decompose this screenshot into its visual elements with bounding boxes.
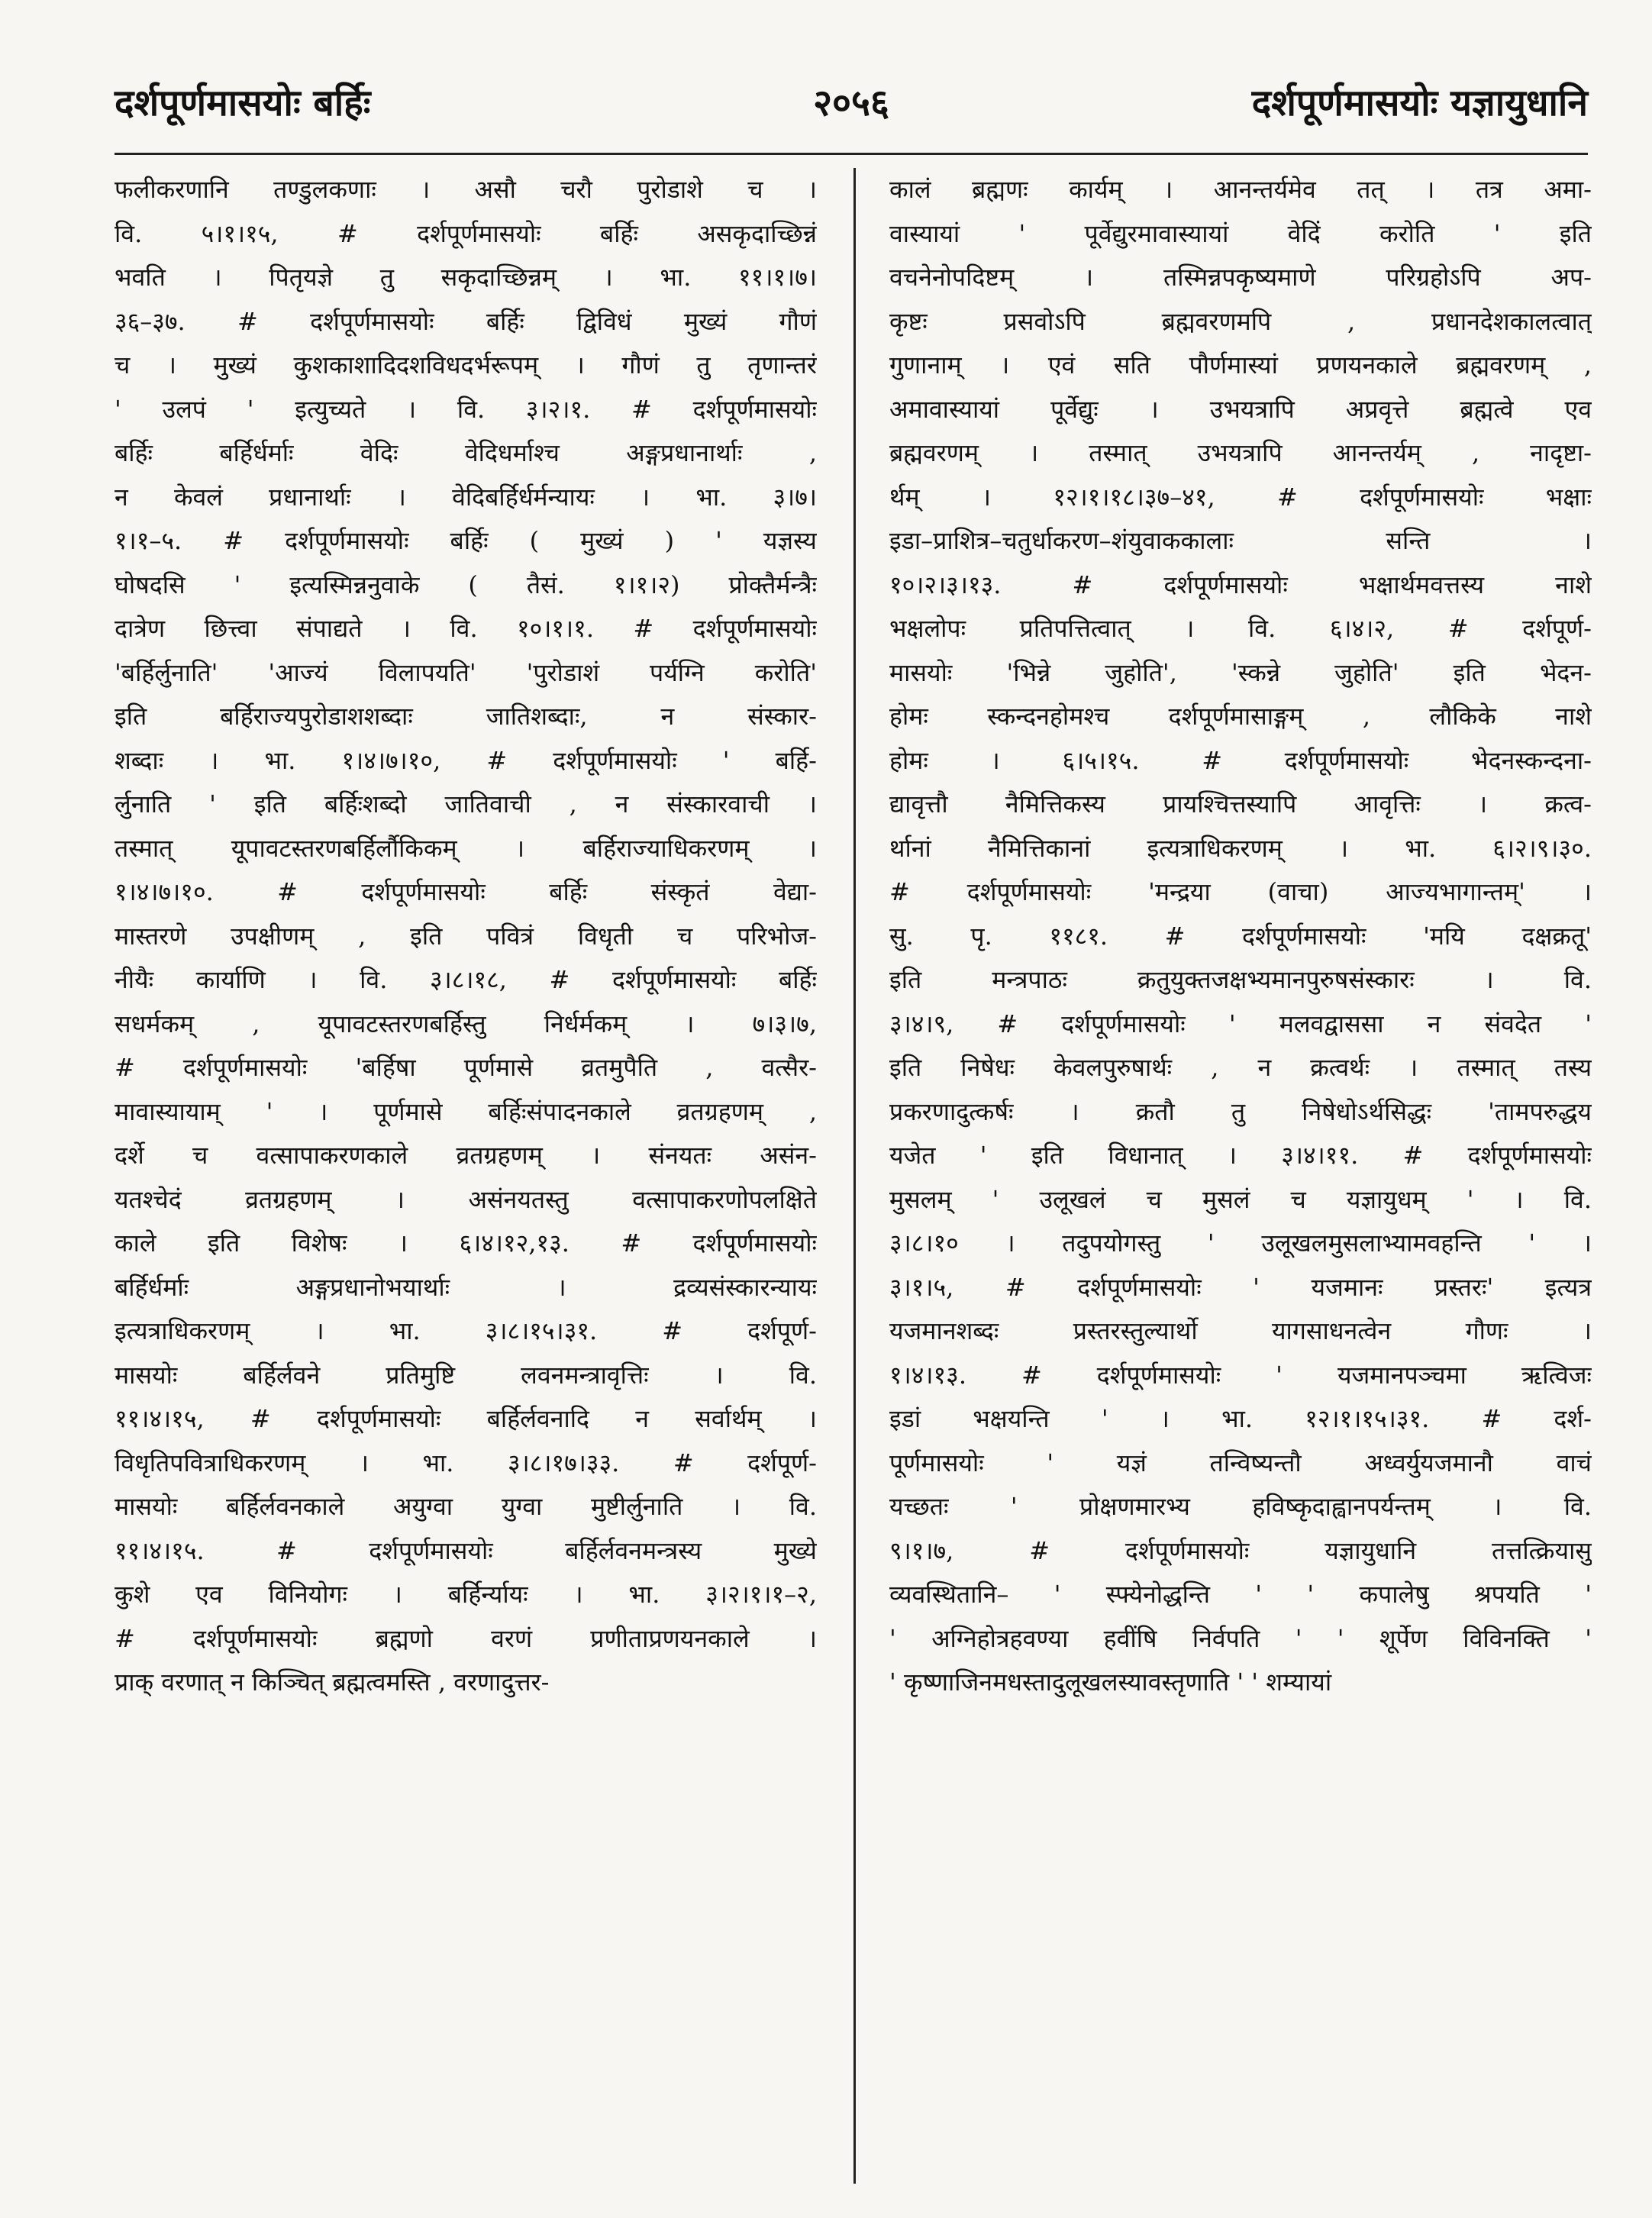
text-line: वचनेनोपदिष्टम् । तस्मिन्नपकृष्यमाणे परिग्रहोऽपि अप-: [889, 263, 1592, 292]
text-line: बर्हिः बर्हिर्धर्माः वेदिः वेदिधर्माश्च अङ्गप्रधानार्थाः ,: [115, 438, 817, 467]
text-line: र्थानां नैमित्तिकानां इत्यत्राधिकरणम् । भा. ६।२।९।३०.: [889, 833, 1592, 863]
right-column: [889, 168, 1592, 2184]
text-line: १।१–५. # दर्शपूर्णमासयोः बर्हिः ( मुख्यं ) ' यज्ञस्य: [115, 526, 817, 555]
text-line: यच्छतः ' प्रोक्षणमारभ्य हविष्कृदाह्वानपर्यन्तम् । वि.: [889, 1492, 1592, 1521]
text-line: ३६–३७. # दर्शपूर्णमासयोः बर्हिः द्विविधं मुख्यं गौणं: [115, 306, 817, 336]
text-line: होमः स्कन्दनहोमश्च दर्शपूर्णमासाङ्गम् , लौकिके नाशे: [889, 702, 1592, 731]
text-line: ' उलपं ' इत्युच्यते । वि. ३।२।१. # दर्शपूर्णमासयोः: [115, 394, 817, 424]
text-line: 'बर्हिर्लुनाति' 'आज्यं विलापयति' 'पुरोडाशं पर्यग्नि करोति': [115, 657, 817, 687]
text-line: ब्रह्मवरणम् । तस्मात् उभयत्रापि आनन्तर्यम् , नादृष्टा-: [889, 438, 1592, 467]
text-line: इडां भक्षयन्ति ' । भा. १२।१।१५।३१. # दर्श-: [889, 1404, 1592, 1433]
text-line: घोषदसि ' इत्यस्मिन्ननुवाके ( तैसं. १।१।२) प्रोक्तैर्मन्त्रैः: [115, 570, 817, 599]
text-line: च । मुख्यं कुशकाशादिदशविधदर्भरूपम् । गौणं तु तृणान्तरं: [115, 350, 817, 379]
text-line: १।४।१३. # दर्शपूर्णमासयोः ' यजमानपञ्चमा ऋत्विजः: [889, 1360, 1592, 1390]
text-line: यजमानशब्दः प्रस्तरस्तुल्यार्थो यागसाधनत्वेन गौणः ।: [889, 1316, 1592, 1345]
text-line: प्रकरणादुत्कर्षः । क्रतौ तु निषेधोऽर्थसिद्धः 'तामपरुद्धय: [889, 1096, 1592, 1126]
text-line: शब्दाः । भा. १।४।७।१०, # दर्शपूर्णमासयोः ' बर्हि-: [115, 745, 817, 775]
text-line: नीयैः कार्याणि । वि. ३।८।१८, # दर्शपूर्णमासयोः बर्हिः: [115, 965, 817, 994]
text-line: दात्रेण छित्त्वा संपाद्यते । वि. १०।१।१. # दर्शपूर्णमासयोः: [115, 614, 817, 643]
text-line: ' कृष्णाजिनमधस्तादुलूखलस्यावस्तृणाति ' ' शम्यायां: [889, 1668, 1332, 1697]
text-line: वास्यायां ' पूर्वेद्युरमावास्यायां वेदिं करोति ' इति: [889, 218, 1592, 248]
text-line: र्लुनाति ' इति बर्हिःशब्दो जातिवाची , न संस्कारवाची ।: [115, 789, 817, 818]
text-line: यजेत ' इति विधानात् । ३।४।११. # दर्शपूर्णमासयोः: [889, 1141, 1592, 1170]
text-line: फलीकरणानि तण्डुलकणाः । असौ चरौ पुरोडाशे च ।: [115, 175, 817, 204]
text-line: ९।१।७, # दर्शपूर्णमासयोः यज्ञायुधानि तत्तत्क्रियासु: [889, 1535, 1592, 1565]
text-line: # दर्शपूर्णमासयोः ब्रह्मणो वरणं प्रणीताप्रणयनकाले ।: [115, 1623, 817, 1653]
text-line: होमः । ६।५।१५. # दर्शपूर्णमासयोः भेदनस्कन्दना-: [889, 745, 1592, 775]
text-line: मास्तरणे उपक्षीणम् , इति पवित्रं विधृती च परिभोज-: [115, 921, 817, 951]
text-line: मुसलम् ' उलूखलं च मुसलं च यज्ञायुधम् ' । वि.: [889, 1184, 1592, 1214]
text-line: इति बर्हिराज्यपुरोडाशशब्दाः जातिशब्दाः, न संस्कार-: [115, 702, 817, 731]
text-line: ' अग्निहोत्रहवण्या हवींषि निर्वपति ' ' शूर्पेण विविनक्ति ': [889, 1623, 1592, 1653]
text-line: द्यावृत्तौ नैमित्तिकस्य प्रायश्चित्तस्यापि आवृत्तिः । क्रत्व-: [889, 789, 1592, 818]
text-line: इति मन्त्रपाठः क्रतुयुक्तजक्षभ्यमानपुरुषसंस्कारः । वि.: [889, 965, 1592, 994]
text-line: तस्मात् यूपावटस्तरणबर्हिर्लौकिकम् । बर्हिराज्याधिकरणम् ।: [115, 833, 817, 863]
text-line: १।४।७।१०. # दर्शपूर्णमासयोः बर्हिः संस्कृतं वेद्या-: [115, 877, 817, 906]
text-line: ३।१।५, # दर्शपूर्णमासयोः ' यजमानः प्रस्तरः' इत्यत्र: [889, 1272, 1592, 1302]
text-line: कालं ब्रह्मणः कार्यम् । आनन्तर्यमेव तत् । तत्र अमा-: [889, 175, 1592, 204]
text-line: इत्यत्राधिकरणम् । भा. ३।८।१५।३१. # दर्शपूर्ण-: [115, 1316, 817, 1345]
text-line: प्राक् वरणात् न किञ्चित् ब्रह्मत्वमस्ति , वरणादुत्तर-: [115, 1668, 550, 1697]
text-line: इडा–प्राशित्र–चतुर्धाकरण–शंयुवाककालाः सन्ति ।: [889, 526, 1592, 555]
text-line: भवति । पितृयज्ञे तु सकृदाच्छिन्नम् । भा. ११।१।७।: [115, 263, 817, 292]
text-line: यतश्चेदं व्रतग्रहणम् । असंनयतस्तु वत्सापाकरणोपलक्षिते: [115, 1184, 817, 1214]
text-line: ११।४।१५. # दर्शपूर्णमासयोः बर्हिर्लवनमन्त्रस्य मुख्ये: [115, 1535, 817, 1565]
text-line: मासयोः 'भिन्ने जुहोति', 'स्कन्ने जुहोति' इति भेदन-: [889, 657, 1592, 687]
text-line: कुशे एव विनियोगः । बर्हिर्न्यायः । भा. ३।२।१।१–२,: [115, 1580, 817, 1609]
text-line: १०।२।३।१३. # दर्शपूर्णमासयोः भक्षार्थमवत्तस्य नाशे: [889, 570, 1592, 599]
text-line: ११।४।१५, # दर्शपूर्णमासयोः बर्हिर्लवनादि न सर्वार्थम् ।: [115, 1404, 817, 1433]
column-divider: [853, 168, 856, 2184]
text-line: र्थम् । १२।१।१८।३७–४१, # दर्शपूर्णमासयोः भक्षाः: [889, 482, 1592, 512]
text-line: भक्षलोपः प्रतिपत्तित्वात् । वि. ६।४।२, # दर्शपूर्ण-: [889, 614, 1592, 643]
text-line: ३।४।९, # दर्शपूर्णमासयोः ' मलवद्वाससा न संवदेत ': [889, 1009, 1592, 1038]
page-number: २०५६: [813, 82, 889, 124]
header-rule: [115, 153, 1588, 155]
text-line: व्यवस्थितानि– ' स्फ्येनोद्धन्ति ' ' कपालेषु श्रपयति ': [889, 1580, 1592, 1609]
text-line: विधृतिपवित्राधिकरणम् । भा. ३।८।१७।३३. # दर्शपूर्ण-: [115, 1448, 817, 1477]
text-line: मासयोः बर्हिर्लवने प्रतिमुष्टि लवनमन्त्रावृत्तिः । वि.: [115, 1360, 817, 1390]
text-line: पूर्णमासयोः ' यज्ञं तन्विष्यन्तौ अध्वर्युयजमानौ वाचं: [889, 1448, 1592, 1477]
text-line: # दर्शपूर्णमासयोः 'मन्द्रया (वाचा) आज्यभागान्तम्' ।: [889, 877, 1592, 906]
text-line: कृष्टः प्रसवोऽपि ब्रह्मवरणमपि , प्रधानदेशकालत्वात्: [889, 306, 1592, 336]
header-right-title: दर्शपूर्णमासयोः यज्ञायुधानि: [1251, 82, 1588, 124]
header-left-title: दर्शपूर्णमासयोः बर्हिः: [115, 82, 371, 124]
text-line: सु. पृ. ११८१. # दर्शपूर्णमासयोः 'मयि दक्षक्रतू': [889, 921, 1592, 951]
left-column: [115, 168, 817, 2184]
text-line: दर्शे च वत्सापाकरणकाले व्रतग्रहणम् । संनयतः असंन-: [115, 1141, 817, 1170]
text-line: न केवलं प्रधानार्थाः । वेदिबर्हिर्धर्मन्यायः । भा. ३।७।: [115, 482, 817, 512]
text-line: सधर्मकम् , यूपावटस्तरणबर्हिस्तु निर्धर्मकम् । ७।३।७,: [115, 1009, 817, 1038]
text-line: बर्हिर्धर्माः अङ्गप्रधानोभयार्थाः । द्रव्यसंस्कारन्यायः: [115, 1272, 817, 1302]
text-line: गुणानाम् । एवं सति पौर्णमास्यां प्रणयनकाले ब्रह्मवरणम् ,: [889, 350, 1592, 379]
text-line: वि. ५।१।१५, # दर्शपूर्णमासयोः बर्हिः असकृदाच्छिन्नं: [115, 218, 817, 248]
text-line: इति निषेधः केवलपुरुषार्थः , न क्रत्वर्थः । तस्मात् तस्य: [889, 1053, 1592, 1082]
text-line: मासयोः बर्हिर्लवनकाले अयुग्वा युग्वा मुष्टीर्लुनाति । वि.: [115, 1492, 817, 1521]
text-line: मावास्यायाम् ' । पूर्णमासे बर्हिःसंपादनकाले व्रतग्रहणम् ,: [115, 1096, 817, 1126]
running-header: [115, 73, 1588, 134]
text-line: # दर्शपूर्णमासयोः 'बर्हिषा पूर्णमासे व्रतमुपैति , वत्सैर-: [115, 1053, 817, 1082]
text-line: अमावास्यायां पूर्वेद्युः । उभयत्रापि अप्रवृत्ते ब्रह्मत्वे एव: [889, 394, 1592, 424]
text-line: काले इति विशेषः । ६।४।१२,१३. # दर्शपूर्णमासयोः: [115, 1228, 817, 1258]
text-line: ३।८।१० । तदुपयोगस्तु ' उलूखलमुसलाभ्यामवहन्ति ' ।: [889, 1228, 1592, 1258]
